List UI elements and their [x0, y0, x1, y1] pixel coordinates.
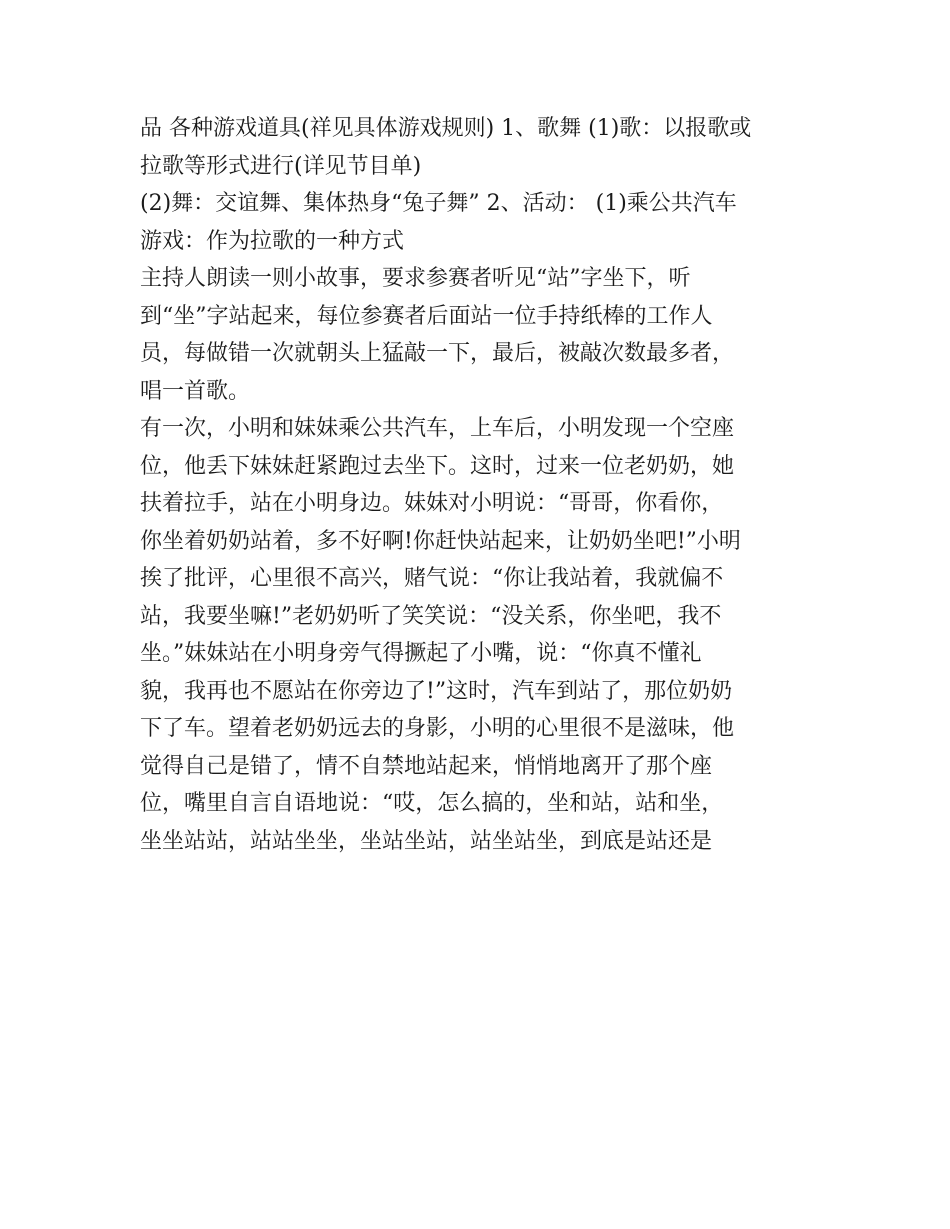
text-line: 位，他丢下妹妹赶紧跑过去坐下。这时，过来一位老奶奶，她: [140, 453, 735, 479]
text-line: 下了车。望着老奶奶远去的身影，小明的心里很不是滋味，他: [140, 716, 735, 741]
text-line: 挨了批评，心里很不高兴，赌气说：“你让我站着，我就偏不: [140, 566, 724, 591]
text-line: 品 各种游戏道具(祥见具体游戏规则) 1、歌舞 (1)歌：以报歌或: [140, 116, 752, 141]
text-line: 有一次，小明和妹妹乘公共汽车，上车后，小明发现一个空座: [140, 416, 735, 441]
text-line: 你坐着奶奶站着，多不好啊!你赶快站起来，让奶奶坐吧!”小明: [140, 528, 741, 554]
text-line: 到“坐”字站起来，每位参赛者后面站一位手持纸棒的工作人: [140, 303, 713, 329]
text-line: 唱一首歌。: [140, 378, 251, 404]
text-line: 拉歌等形式进行(详见节目单): [140, 153, 422, 179]
text-line: 扶着拉手，站在小明身边。妹妹对小明说：“哥哥，你看你，: [140, 491, 724, 516]
document-body: [140, 110, 820, 860]
text-line: 游戏：作为拉歌的一种方式: [140, 228, 405, 254]
text-line: (2)舞：交谊舞、集体热身“兔子舞” 2、活动： (1)乘公共汽车: [140, 191, 737, 216]
text-line: 坐坐站站，站站坐坐，坐站坐站，站坐站坐，到底是站还是: [140, 828, 713, 854]
text-line: 位，嘴里自言自语地说：“哎，怎么搞的，坐和站，站和坐，: [140, 791, 724, 816]
text-line: 貌，我再也不愿站在你旁边了!”这时，汽车到站了，那位奶奶: [140, 678, 733, 704]
text-line: 员，每做错一次就朝头上猛敲一下，最后，被敲次数最多者，: [140, 341, 735, 366]
text-line: 站，我要坐嘛!”老奶奶听了笑笑说：“没关系，你坐吧，我不: [140, 603, 722, 629]
text-line: 主持人朗读一则小故事，要求参赛者听见“站”字坐下，听: [140, 266, 691, 291]
text-line: 坐。”妹妹站在小明身旁气得撅起了小嘴，说：“你真不懂礼: [140, 641, 702, 666]
text-line: 觉得自己是错了，情不自禁地站起来，悄悄地离开了那个座: [140, 753, 713, 779]
